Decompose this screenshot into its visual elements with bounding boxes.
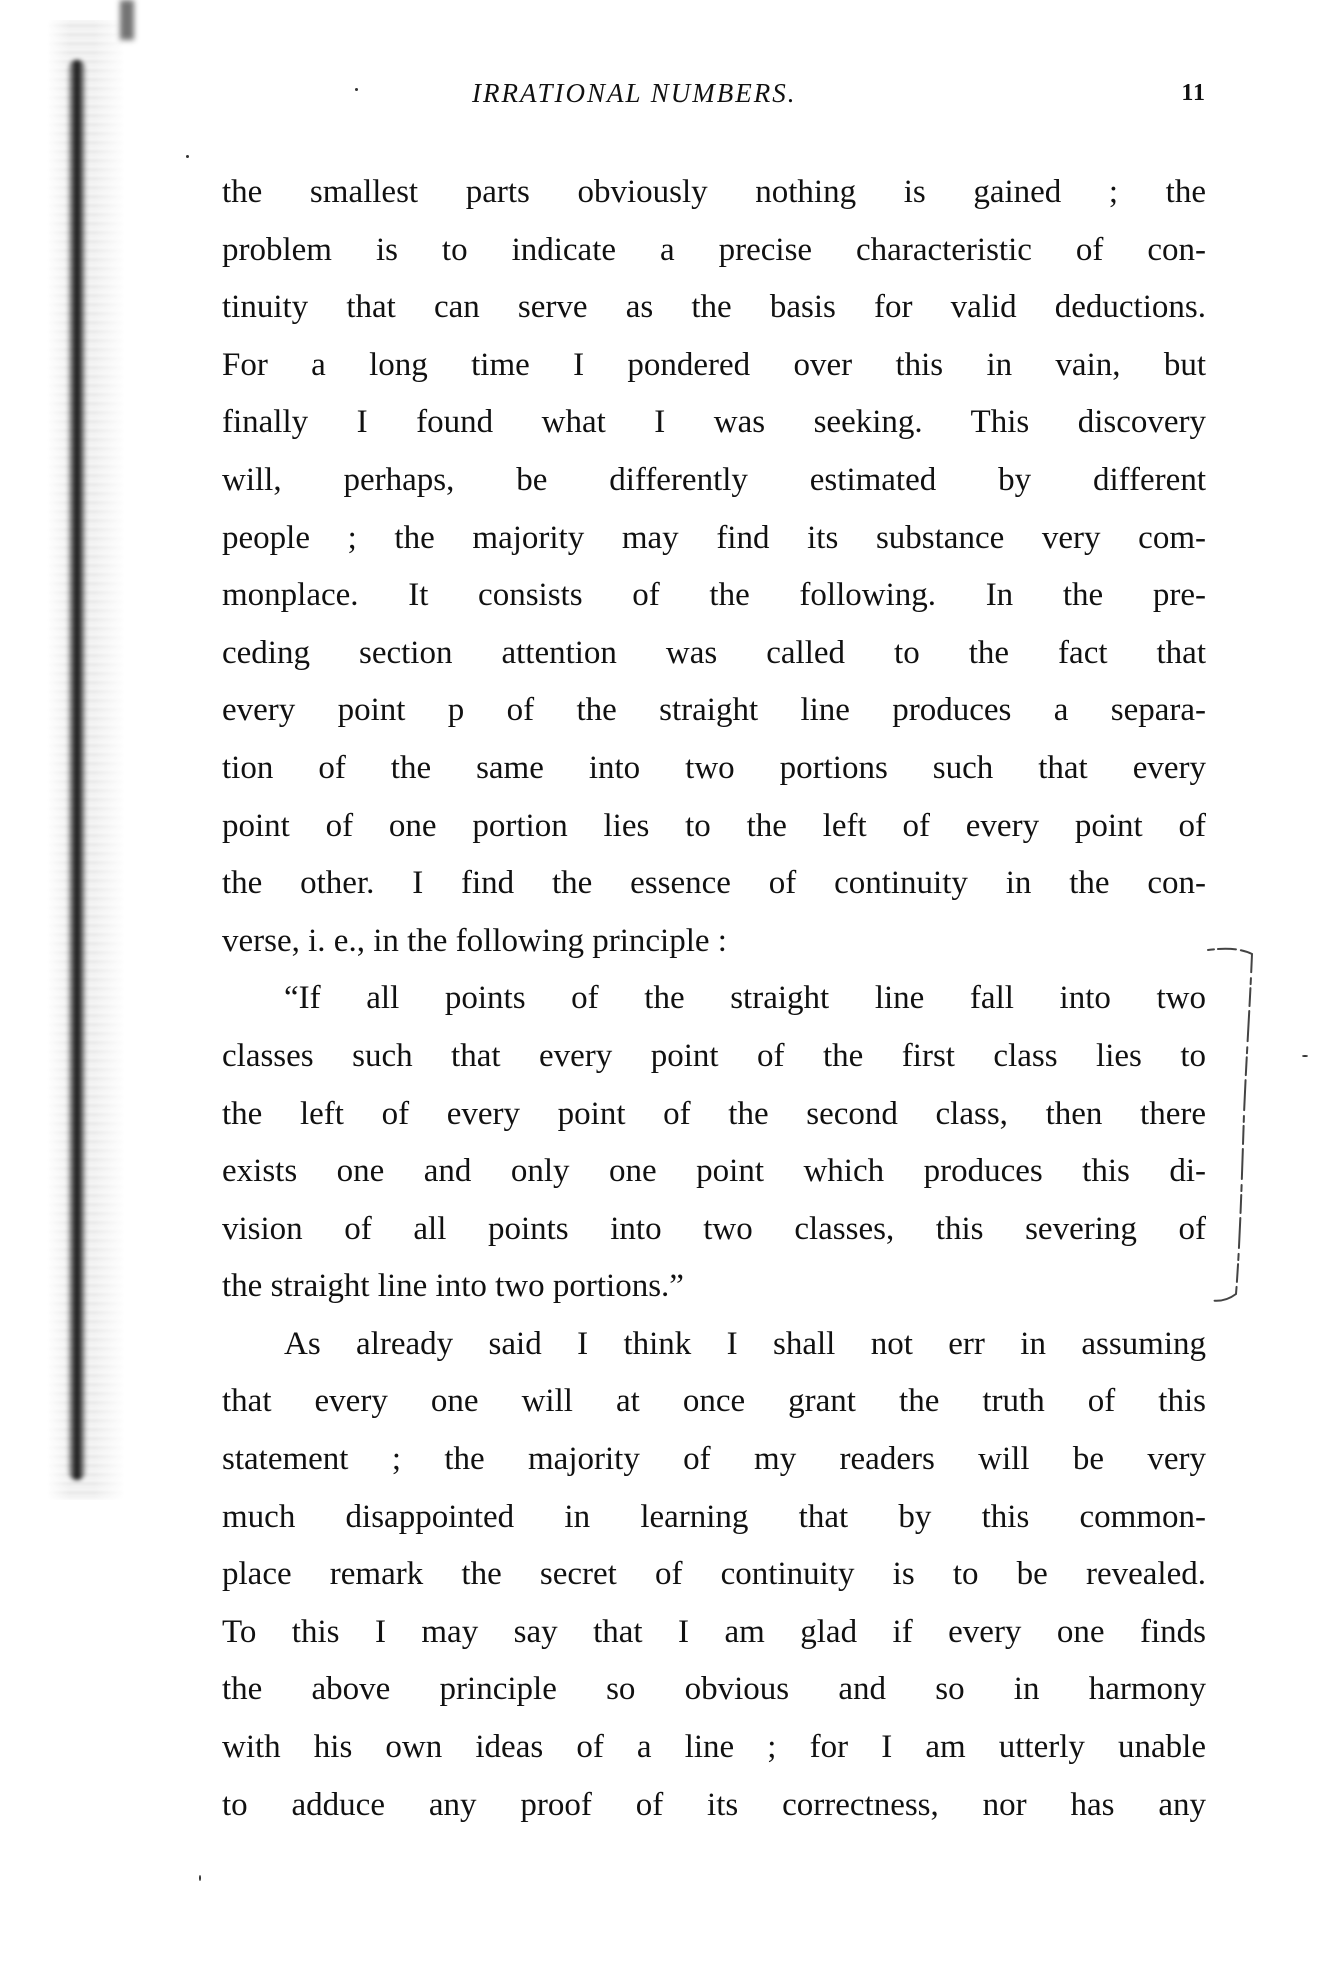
text-line: to adduce any proof of its correctness, nor has any [222, 1786, 1206, 1823]
quote-line: “If all points of the straight line fall into two [284, 980, 1206, 1017]
text-line: place remark the secret of continuity is to be revealed. [222, 1556, 1206, 1593]
margin-bracket-mark [1206, 944, 1266, 1314]
text-line: people ; the majority may find its substance very com- [222, 519, 1206, 556]
text-line: As already said I think I shall not err in assuming [284, 1325, 1206, 1362]
running-head [222, 78, 1206, 118]
margin-speck [186, 155, 189, 158]
text-line: statement ; the majority of my readers will be very [222, 1441, 1206, 1478]
body-text [222, 164, 1206, 1834]
margin-speck [355, 88, 358, 91]
text-line: every point p of the straight line produces a separa- [222, 692, 1206, 729]
text-line: To this I may say that I am glad if every one finds [222, 1613, 1206, 1650]
running-title: IRRATIONAL NUMBERS. [472, 78, 797, 108]
margin-speck [1302, 1055, 1308, 1057]
page-number: 11 [1181, 80, 1206, 106]
text-line: finally I found what I was seeking. This discovery [222, 404, 1206, 441]
text-line: will, perhaps, be differently estimated by different [222, 461, 1206, 498]
quote-line: classes such that every point of the first class lies to [222, 1037, 1206, 1074]
quote-line: the left of every point of the second class, then there [222, 1095, 1206, 1132]
text-line: much disappointed in learning that by this common- [222, 1498, 1206, 1535]
text-line: tinuity that can serve as the basis for valid deductions. [222, 289, 1206, 326]
text-line: the other. I find the essence of continuity in the con- [222, 865, 1206, 902]
text-line: that every one will at once grant the truth of this [222, 1383, 1206, 1420]
quote-line: exists one and only one point which produces this di- [222, 1153, 1206, 1190]
quote-line: vision of all points into two classes, this severing of [222, 1210, 1206, 1247]
text-line: verse, i. e., in the following principle : [222, 922, 727, 959]
text-line: the smallest parts obviously nothing is gained ; the [222, 174, 1206, 210]
text-line: problem is to indicate a precise characteristic of con- [222, 231, 1206, 268]
binding-shadow [34, 0, 120, 1988]
text-line: tion of the same into two portions such that every [222, 749, 1206, 786]
text-line: the above principle so obvious and so in harmony [222, 1671, 1206, 1708]
text-line: For a long time I pondered over this in vain, but [222, 346, 1206, 383]
text-line: monplace. It consists of the following. In the pre- [222, 577, 1206, 614]
text-line: with his own ideas of a line ; for I am utterly unable [222, 1729, 1206, 1766]
quote-line: the straight line into two portions.” [222, 1268, 684, 1305]
text-line: ceding section attention was called to the fact that [222, 634, 1206, 671]
margin-speck [199, 1875, 201, 1881]
gutter-streak [68, 60, 86, 1480]
gutter-top-mark [120, 0, 134, 40]
text-line: point of one portion lies to the left of every point of [222, 807, 1206, 844]
gutter-haze [46, 20, 126, 1500]
